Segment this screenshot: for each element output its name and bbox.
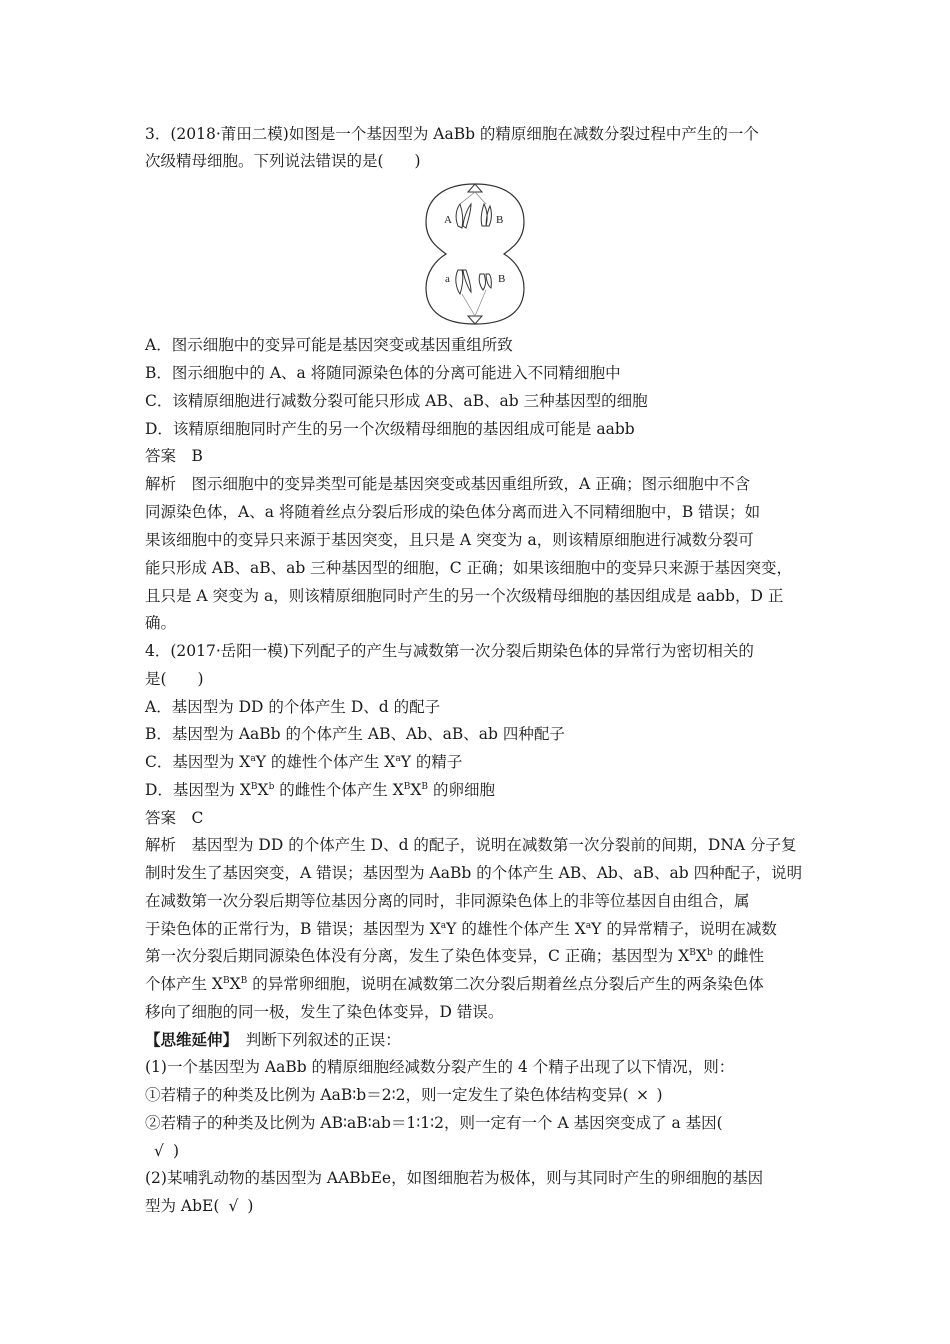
extension-p1-item2: ②若精子的种类及比例为 AB∶aB∶ab＝1∶1∶2，则一定有一个 A 基因突变成了 a 基因( xyxy=(145,1114,723,1132)
chromosome-bottom-left xyxy=(456,270,471,294)
chromosome-bottom-right xyxy=(479,274,491,290)
cross-mark: × xyxy=(636,1086,650,1104)
q4-option-d: D．基因型为 $X^BX^b$ 的雌性个体产生 $X^BX^B$ 的卵细胞 xyxy=(145,781,495,799)
q3-option-c: C．该精原细胞进行减数分裂可能只形成 AB、aB、ab 三种基因型的细胞 xyxy=(145,392,648,410)
q4-analysis-line5: 第一次分裂后期同源染色体没有分离，发生了染色体变异，C 正确；基因型为 $X^BX^b$ 的雌性 xyxy=(145,947,765,965)
check-mark: √ xyxy=(228,1197,239,1215)
q3-analysis-line1: 解析 图示细胞中的变异类型可能是基因突变或基因重组所致，A 正确；图示细胞中不含 xyxy=(145,475,751,493)
extension-p1-item1: ①若精子的种类及比例为 AaB∶b＝2∶2，则一定发生了染色体结构变异( × ) xyxy=(145,1086,663,1104)
extension-heading-text: 判断下列叙述的正误： xyxy=(245,1031,401,1049)
spindle-top-left xyxy=(460,192,475,204)
q3-option-a: A．图示细胞中的变异可能是基因突变或基因重组所致 xyxy=(145,336,513,354)
label-B-bottom: B xyxy=(498,273,506,285)
q4-option-c: C．基因型为 $X^aY$ 的雄性个体产生 $X^aY$ 的精子 xyxy=(145,753,463,771)
extension-p1-item2-cont: √ ) xyxy=(145,1141,179,1161)
q3-analysis-line2: 同源染色体，A、a 将随着丝点分裂后形成的染色体分离而进入不同精细胞中，B 错误；如 xyxy=(145,503,761,521)
spindle-bottom-left xyxy=(462,294,475,316)
label-a: a xyxy=(445,273,450,285)
cell-outline xyxy=(426,184,524,324)
q3-stem-line2: 次级精母细胞。下列说法错误的是( ) xyxy=(145,152,421,170)
q4-analysis-line1: 解析 基因型为 DD 的个体产生 D、d 的配子，说明在减数第一次分裂前的间期，DNA 分子复 xyxy=(145,836,797,854)
q4-option-b: B．基因型为 AaBb 的个体产生 AB、Ab、aB、ab 四种配子 xyxy=(145,725,565,743)
q3-analysis-line6: 确。 xyxy=(145,614,177,632)
q3-option-b: B．图示细胞中的 A、a 将随同源染色体的分离可能进入不同精细胞中 xyxy=(145,364,621,382)
q4-analysis-line2: 制时发生了基因突变，A 错误；基因型为 AaBb 的个体产生 AB、Ab、aB、ab 四种配子，说明 xyxy=(145,864,803,882)
extension-p1-intro: (1)一个基因型为 AaBb 的精原细胞经减数分裂产生的 4 个精子出现了以下情况，则： xyxy=(145,1058,735,1076)
secondary-spermatocyte-figure xyxy=(420,178,530,330)
chromosome-top-right xyxy=(481,204,491,226)
q4-analysis-line4: 于染色体的正常行为，B 错误；基因型为 $X^aY$ 的雄性个体产生 $X^aY$ 的异常精子，说明在减数 xyxy=(145,920,777,938)
label-B-top: B xyxy=(496,214,504,226)
q4-stem-line2: 是( ) xyxy=(145,670,204,688)
q3-analysis-line5: 且只是 A 突变为 a，则该精原细胞同时产生的另一个次级精母细胞的基因组成是 aabb，D 正 xyxy=(145,587,784,605)
q3-analysis-line4: 能只形成 AB、aB、ab 三种基因型的细胞，C 正确；如果该细胞中的变异只来源于基因突变， xyxy=(145,559,793,577)
chromosome-top-left xyxy=(456,204,471,228)
spindle-top-right xyxy=(475,192,486,204)
q4-stem-line1: 4．(2017·岳阳一模)下列配子的产生与减数第一次分裂后期染色体的异常行为密切相关的 xyxy=(145,642,754,660)
label-A: A xyxy=(444,214,452,226)
q3-stem-line1: 3．(2018·莆田二模)如图是一个基因型为 AaBb 的精原细胞在减数分裂过程中产生的一个 xyxy=(145,125,759,143)
q4-option-a: A．基因型为 DD 的个体产生 D、d 的配子 xyxy=(145,698,441,716)
extension-heading: 【思维延伸】 xyxy=(145,1030,231,1049)
q4-analysis-line6: 个体产生 $X^BX^B$ 的异常卵细胞，说明在减数第二次分裂后期着丝点分裂后产生的两条染色体 xyxy=(145,975,764,993)
extension-p2-line1: (2)某哺乳动物的基因型为 AABbEe，如图细胞若为极体，则与其同时产生的卵细胞的基因 xyxy=(145,1169,764,1187)
q3-answer: 答案 B xyxy=(145,447,203,465)
centrosome-top xyxy=(468,184,482,192)
centrosome-bottom xyxy=(468,316,482,324)
check-mark: √ xyxy=(154,1142,164,1160)
q4-answer: 答案 C xyxy=(145,809,204,827)
q3-analysis-line3: 果该细胞中的变异只来源于基因突变，且只是 A 突变为 a，则该精原细胞进行减数分裂可 xyxy=(145,531,754,549)
extension-p2-line2: 型为 AbE( √ ) xyxy=(145,1197,254,1215)
extension-heading-line xyxy=(145,1030,401,1050)
q4-analysis-line3: 在减数第一次分裂后期等位基因分离的同时，非同源染色体上的非等位基因自由组合，属 xyxy=(145,892,750,910)
q4-analysis-line7: 移向了细胞的同一极，发生了染色体变异，D 错误。 xyxy=(145,1003,504,1021)
q3-option-d: D．该精原细胞同时产生的另一个次级精母细胞的基因组成可能是 aabb xyxy=(145,420,635,438)
spindle-bottom-right xyxy=(475,290,486,316)
